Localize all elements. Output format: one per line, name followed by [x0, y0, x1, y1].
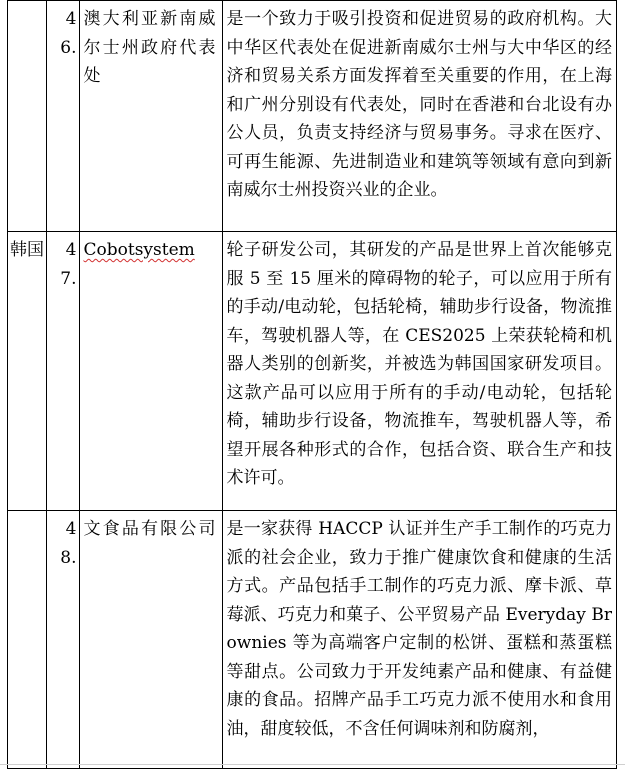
company-description: 是一家获得 HACCP 认证并生产手工制作的巧克力派的社会企业，致力于推广健康饮食和健康的生活方式。产品包括手工制作的巧克力派、摩卡派、草莓派、巧克力和菓子、公平贸易产品 Everyday Brownies 等为高端客户定制的松饼、蛋糕和蒸蛋糕等甜点。公司致力于开发纯素产品和健康、有益健康的食品。招牌产品手工巧克力派不使用水和食用油，甜度较低，不含任何调味剂和防腐剂，: [222, 511, 616, 769]
spellcheck-underlined-name: Cobotsystem: [83, 240, 195, 260]
row-number: 48.: [47, 511, 80, 769]
company-name: 文食品有限公司: [79, 511, 222, 769]
company-table: [7, 0, 617, 769]
country-cell: [8, 511, 47, 769]
country-cell: [8, 1, 47, 232]
country-cell: 韩国: [8, 232, 47, 511]
company-name: [79, 232, 222, 511]
row-number: 47.: [47, 232, 80, 511]
company-description: 是一个致力于吸引投资和促进贸易的政府机构。大中华区代表处在促进新南威尔士州与大中华区的经济和贸易关系方面发挥着至关重要的作用，在上海和广州分别设有代表处，同时在香港和台北设有办公人员，负责支持经济与贸易事务。寻求在医疗、可再生能源、先进制造业和建筑等领域有意向到新南威尔士州投资兴业的企业。: [222, 1, 616, 232]
company-name: 澳大利亚新南威尔士州政府代表处: [79, 1, 222, 232]
company-description: 轮子研发公司，其研发的产品是世界上首次能够克服 5 至 15 厘米的障碍物的轮子，可以应用于所有的手动/电动轮，包括轮椅，辅助步行设备，物流推车，驾驶机器人等，在 CES2025 上荣获轮椅和机器人类别的创新奖，并被选为韩国国家研发项目。这款产品可以应用于所有的手动/电动轮，包括轮椅，辅助步行设备，物流推车，驾驶机器人等，希望开展各种形式的合作，包括合资、联合生产和技术许可。: [222, 232, 616, 511]
row-number: 46.: [47, 1, 80, 232]
table-row: [8, 511, 617, 769]
table-row: [8, 232, 617, 511]
table-row: [8, 1, 617, 232]
